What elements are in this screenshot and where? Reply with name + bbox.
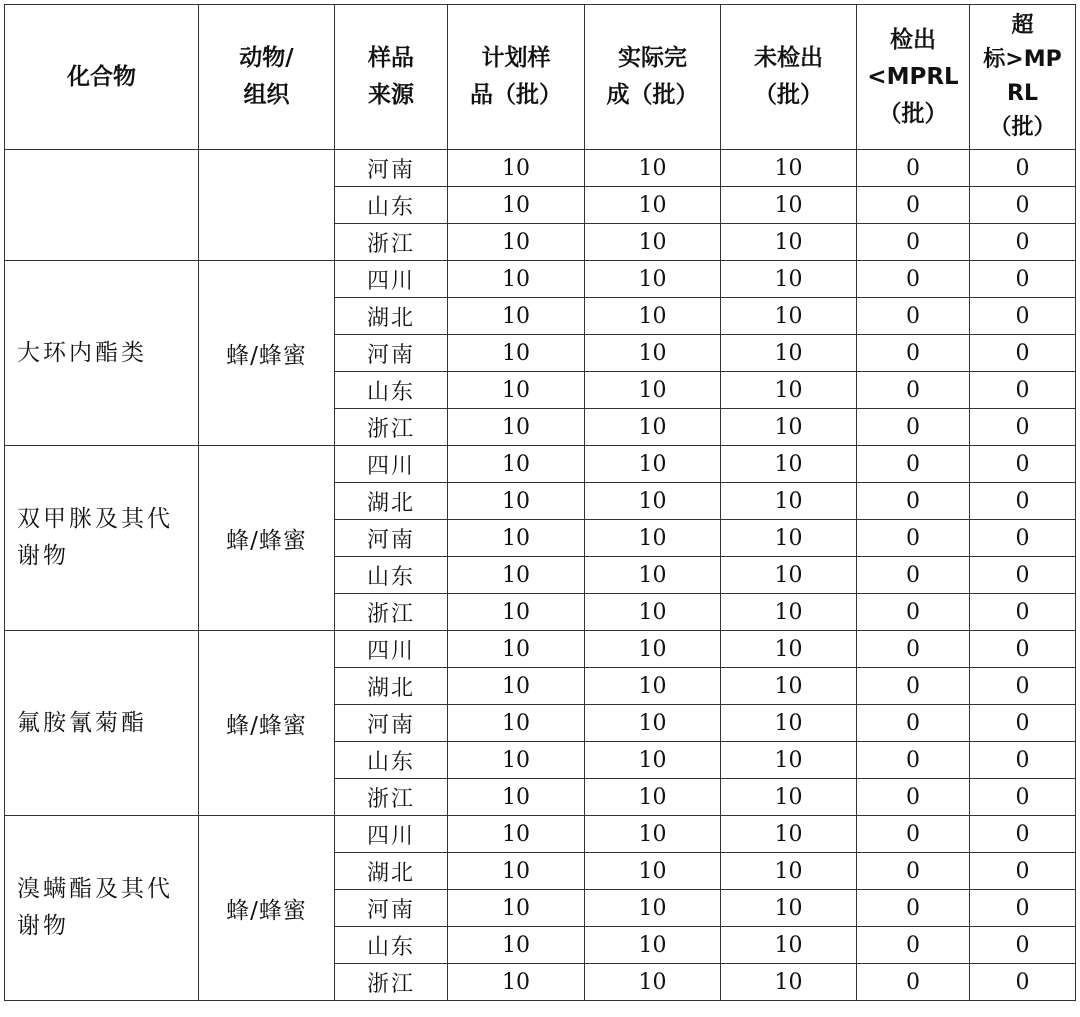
cell-exceeded-mprl: 0 (970, 335, 1076, 372)
cell-sample-source: 四川 (335, 631, 448, 668)
cell-sample-source: 河南 (335, 150, 448, 187)
cell-exceeded-mprl: 0 (970, 964, 1076, 1001)
cell-sample-source: 山东 (335, 372, 448, 409)
cell-planned: 10 (448, 631, 585, 668)
cell-planned: 10 (448, 298, 585, 335)
header-text-line: 成（批） (606, 82, 699, 108)
header-text-line: （批） (754, 82, 823, 108)
cell-exceeded-mprl: 0 (970, 409, 1076, 446)
cell-not-detected: 10 (721, 705, 857, 742)
cell-exceeded-mprl: 0 (970, 742, 1076, 779)
residue-monitoring-table-wrapper (4, 4, 1076, 1001)
cell-planned: 10 (448, 372, 585, 409)
cell-sample-source: 浙江 (335, 409, 448, 446)
cell-detected-below-mprl: 0 (857, 261, 970, 298)
header-text-line: RL (1007, 81, 1038, 106)
cell-actual: 10 (585, 631, 721, 668)
cell-not-detected: 10 (721, 261, 857, 298)
cell-exceeded-mprl: 0 (970, 520, 1076, 557)
cell-exceeded-mprl: 0 (970, 446, 1076, 483)
cell-compound: 大环内酯类 (5, 261, 199, 446)
cell-actual: 10 (585, 742, 721, 779)
cell-sample-source: 浙江 (335, 224, 448, 261)
cell-actual: 10 (585, 335, 721, 372)
cell-actual: 10 (585, 261, 721, 298)
cell-actual: 10 (585, 409, 721, 446)
cell-exceeded-mprl: 0 (970, 668, 1076, 705)
cell-exceeded-mprl: 0 (970, 150, 1076, 187)
header-text-line: 超 (1011, 13, 1034, 38)
cell-sample-source: 山东 (335, 927, 448, 964)
cell-detected-below-mprl: 0 (857, 927, 970, 964)
cell-exceeded-mprl: 0 (970, 483, 1076, 520)
cell-detected-below-mprl: 0 (857, 816, 970, 853)
cell-actual: 10 (585, 779, 721, 816)
cell-detected-below-mprl: 0 (857, 742, 970, 779)
cell-animal-tissue: 蜂/蜂蜜 (199, 631, 335, 816)
cell-exceeded-mprl: 0 (970, 224, 1076, 261)
header-text-line: 动物/ (239, 45, 294, 71)
cell-not-detected: 10 (721, 372, 857, 409)
cell-planned: 10 (448, 668, 585, 705)
cell-actual: 10 (585, 520, 721, 557)
cell-planned: 10 (448, 927, 585, 964)
cell-animal-tissue: 蜂/蜂蜜 (199, 446, 335, 631)
header-text-line: 样品 (368, 45, 414, 71)
cell-compound: 溴螨酯及其代谢物 (5, 816, 199, 1001)
cell-planned: 10 (448, 853, 585, 890)
cell-actual: 10 (585, 224, 721, 261)
cell-not-detected: 10 (721, 631, 857, 668)
cell-actual: 10 (585, 816, 721, 853)
cell-detected-below-mprl: 0 (857, 483, 970, 520)
cell-actual: 10 (585, 557, 721, 594)
cell-compound: 氟胺氰菊酯 (5, 631, 199, 816)
cell-actual: 10 (585, 964, 721, 1001)
cell-planned: 10 (448, 705, 585, 742)
cell-exceeded-mprl: 0 (970, 890, 1076, 927)
residue-monitoring-table (4, 4, 1076, 1001)
cell-sample-source: 湖北 (335, 853, 448, 890)
cell-not-detected: 10 (721, 335, 857, 372)
cell-exceeded-mprl: 0 (970, 631, 1076, 668)
cell-exceeded-mprl: 0 (970, 779, 1076, 816)
header-compound (5, 5, 199, 150)
cell-planned: 10 (448, 409, 585, 446)
cell-not-detected: 10 (721, 298, 857, 335)
cell-planned: 10 (448, 483, 585, 520)
cell-not-detected: 10 (721, 668, 857, 705)
cell-compound: 双甲脒及其代谢物 (5, 446, 199, 631)
cell-planned: 10 (448, 890, 585, 927)
cell-not-detected: 10 (721, 853, 857, 890)
cell-actual: 10 (585, 150, 721, 187)
cell-detected-below-mprl: 0 (857, 224, 970, 261)
cell-sample-source: 湖北 (335, 483, 448, 520)
cell-planned: 10 (448, 261, 585, 298)
header-sample-source (335, 5, 448, 150)
header-text-line: 实际完 (618, 45, 687, 71)
cell-sample-source: 湖北 (335, 668, 448, 705)
cell-sample-source: 河南 (335, 890, 448, 927)
cell-actual: 10 (585, 446, 721, 483)
table-row (5, 150, 1076, 187)
cell-planned: 10 (448, 335, 585, 372)
cell-planned: 10 (448, 150, 585, 187)
header-exceeded-mprl (970, 5, 1076, 150)
table-row (5, 816, 1076, 853)
cell-actual: 10 (585, 668, 721, 705)
header-row (5, 5, 1076, 150)
cell-planned: 10 (448, 742, 585, 779)
cell-not-detected: 10 (721, 483, 857, 520)
cell-sample-source: 山东 (335, 187, 448, 224)
cell-detected-below-mprl: 0 (857, 853, 970, 890)
cell-exceeded-mprl: 0 (970, 261, 1076, 298)
cell-animal-tissue: 蜂/蜂蜜 (199, 261, 335, 446)
cell-detected-below-mprl: 0 (857, 372, 970, 409)
cell-planned: 10 (448, 816, 585, 853)
cell-actual: 10 (585, 187, 721, 224)
cell-detected-below-mprl: 0 (857, 557, 970, 594)
cell-compound (5, 150, 199, 261)
header-text-line: 检出 (890, 26, 936, 53)
header-planned-samples (448, 5, 585, 150)
cell-not-detected: 10 (721, 927, 857, 964)
table-row (5, 446, 1076, 483)
cell-detected-below-mprl: 0 (857, 705, 970, 742)
cell-sample-source: 浙江 (335, 594, 448, 631)
cell-exceeded-mprl: 0 (970, 816, 1076, 853)
cell-animal-tissue: 蜂/蜂蜜 (199, 816, 335, 1001)
table-row (5, 631, 1076, 668)
cell-actual: 10 (585, 298, 721, 335)
cell-not-detected: 10 (721, 224, 857, 261)
cell-sample-source: 浙江 (335, 779, 448, 816)
cell-planned: 10 (448, 446, 585, 483)
cell-not-detected: 10 (721, 964, 857, 1001)
cell-not-detected: 10 (721, 557, 857, 594)
cell-not-detected: 10 (721, 779, 857, 816)
cell-actual: 10 (585, 705, 721, 742)
cell-detected-below-mprl: 0 (857, 298, 970, 335)
cell-sample-source: 河南 (335, 705, 448, 742)
cell-exceeded-mprl: 0 (970, 187, 1076, 224)
cell-detected-below-mprl: 0 (857, 964, 970, 1001)
cell-not-detected: 10 (721, 890, 857, 927)
cell-exceeded-mprl: 0 (970, 927, 1076, 964)
cell-sample-source: 河南 (335, 335, 448, 372)
cell-sample-source: 河南 (335, 520, 448, 557)
header-text-line: （批） (989, 115, 1056, 140)
table-row (5, 261, 1076, 298)
cell-planned: 10 (448, 187, 585, 224)
cell-not-detected: 10 (721, 150, 857, 187)
cell-planned: 10 (448, 557, 585, 594)
header-detected-below-mprl (857, 5, 970, 150)
cell-planned: 10 (448, 594, 585, 631)
cell-exceeded-mprl: 0 (970, 594, 1076, 631)
cell-detected-below-mprl: 0 (857, 631, 970, 668)
cell-actual: 10 (585, 927, 721, 964)
cell-exceeded-mprl: 0 (970, 705, 1076, 742)
cell-exceeded-mprl: 0 (970, 557, 1076, 594)
cell-detected-below-mprl: 0 (857, 446, 970, 483)
cell-not-detected: 10 (721, 816, 857, 853)
header-text-line: 标>MP (983, 47, 1062, 72)
header-text-line: （批） (878, 100, 948, 127)
cell-not-detected: 10 (721, 594, 857, 631)
cell-detected-below-mprl: 0 (857, 187, 970, 224)
cell-actual: 10 (585, 594, 721, 631)
cell-not-detected: 10 (721, 520, 857, 557)
cell-actual: 10 (585, 372, 721, 409)
header-text-line: 计划样 (481, 45, 551, 71)
cell-detected-below-mprl: 0 (857, 779, 970, 816)
header-text-line: 品（批） (470, 82, 562, 108)
cell-detected-below-mprl: 0 (857, 150, 970, 187)
header-text-line: <MPRL (867, 63, 959, 90)
cell-actual: 10 (585, 483, 721, 520)
cell-exceeded-mprl: 0 (970, 372, 1076, 409)
header-animal-tissue (199, 5, 335, 150)
header-actual-completed (585, 5, 721, 150)
cell-detected-below-mprl: 0 (857, 890, 970, 927)
cell-planned: 10 (448, 520, 585, 557)
cell-sample-source: 山东 (335, 742, 448, 779)
cell-sample-source: 山东 (335, 557, 448, 594)
header-text-line: 来源 (368, 82, 414, 108)
cell-planned: 10 (448, 964, 585, 1001)
cell-detected-below-mprl: 0 (857, 520, 970, 557)
header-text-line: 未检出 (754, 45, 823, 71)
header-text-line: 化合物 (67, 63, 136, 90)
cell-exceeded-mprl: 0 (970, 298, 1076, 335)
cell-sample-source: 四川 (335, 816, 448, 853)
cell-actual: 10 (585, 890, 721, 927)
cell-not-detected: 10 (721, 409, 857, 446)
header-text-line: 组织 (243, 82, 290, 108)
header-not-detected (721, 5, 857, 150)
cell-sample-source: 湖北 (335, 298, 448, 335)
cell-sample-source: 浙江 (335, 964, 448, 1001)
cell-not-detected: 10 (721, 446, 857, 483)
cell-detected-below-mprl: 0 (857, 409, 970, 446)
cell-detected-below-mprl: 0 (857, 335, 970, 372)
cell-not-detected: 10 (721, 187, 857, 224)
cell-planned: 10 (448, 224, 585, 261)
cell-sample-source: 四川 (335, 261, 448, 298)
cell-detected-below-mprl: 0 (857, 668, 970, 705)
cell-animal-tissue (199, 150, 335, 261)
cell-planned: 10 (448, 779, 585, 816)
cell-exceeded-mprl: 0 (970, 853, 1076, 890)
cell-not-detected: 10 (721, 742, 857, 779)
cell-actual: 10 (585, 853, 721, 890)
cell-detected-below-mprl: 0 (857, 594, 970, 631)
cell-sample-source: 四川 (335, 446, 448, 483)
